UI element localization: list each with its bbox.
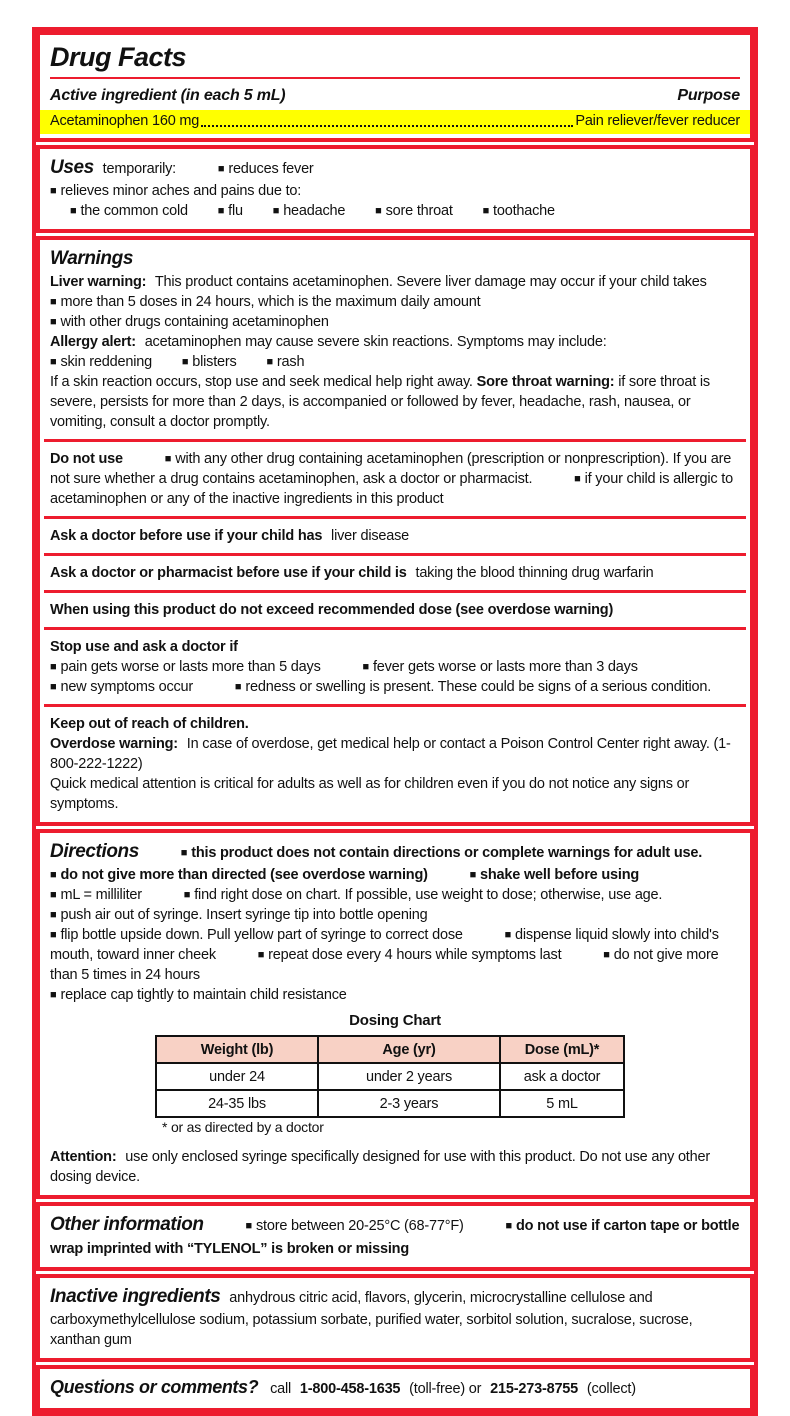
do-not-use-label: Do not use [50,451,123,468]
ask-pharmacist-label: Ask a doctor or pharmacist before use if your child is [50,565,407,582]
section-uses [36,145,754,233]
bullet-icon: ■ [70,204,77,217]
phone-toll-free: 1-800-458-1635 [299,1380,401,1397]
bullet-icon: ■ [181,356,189,369]
allergy-bullet-redness: skin reddening [60,354,152,371]
inactive-ingredients-heading: Inactive ingredients [50,1285,221,1307]
bullet-icon: ■ [180,847,188,860]
bullet-icon: ■ [257,949,265,962]
bullet-icon: ■ [50,989,57,1002]
questions-heading: Questions or comments? [50,1376,259,1397]
bullet-icon: ■ [50,296,57,309]
uses-bullet-aches: relieves minor aches and pains due to: [60,182,302,199]
warnings-heading: Warnings [50,247,134,269]
bullet-icon: ■ [504,929,512,942]
drug-facts-label [32,27,758,1416]
stop-use-bullet-redness: redness or swelling is present. These could be signs of a serious condition. [245,679,712,696]
directions-bullet-not-more: do not give more than directed (see overdose warning) [60,867,428,884]
overdose-warning-text: In case of overdose, get medical help or contact a Poison Control Center right away. (1-800-222-1222) [50,736,731,773]
section-separator [44,590,746,593]
bullet-icon: ■ [50,661,57,674]
directions-bullet-5-times: do not give more than 5 times in 24 hours [50,947,719,984]
directions-bullet-push-air: push air out of syringe. Insert syringe tip into bottle opening [60,907,428,924]
phone-collect: 215-273-8755 [490,1380,579,1397]
section-inactive-ingredients [36,1274,754,1362]
when-using-text: When using this product do not exceed recommended dose (see overdose warning) [50,602,614,619]
inactive-ingredients-list: anhydrous citric acid, flavors, glycerin, microcrystalline cellulose and carboxymethylcellulose sodium, potassium sorbate, purified water, sorbitol solution, sucralose, sucrose, xanthan gum [50,1289,693,1348]
bullet-icon: ■ [183,889,191,902]
bullet-icon: ■ [50,909,57,922]
section-questions [36,1365,754,1412]
bullet-icon: ■ [50,356,57,369]
section-separator [44,627,746,630]
sore-throat-warning-text: if sore throat is severe, persists for more than 2 days, is accompanied or followed by fever, headache, rash, nausea, or vomiting, consult a doctor promptly. [50,374,710,431]
bullet-icon: ■ [234,681,242,694]
dosing-chart-footnote: * or as directed by a doctor [162,1119,324,1136]
active-ingredient-highlight [40,110,750,134]
phone-collect-suffix: (collect) [586,1380,636,1397]
allergy-bullet-blisters: blisters [192,354,237,371]
purpose-value: Pain reliever/fever reducer [575,112,740,129]
keep-out-of-reach-text: Keep out of reach of children. [50,716,249,733]
ask-doctor-text: liver disease [331,528,410,545]
bullet-icon: ■ [164,453,172,466]
bullet-icon: ■ [50,681,57,694]
overdose-warning-text-2: Quick medical attention is critical for adults as well as for children even if you do not notice any signs or symptoms. [50,776,690,813]
section-warnings [36,236,754,826]
section-separator [44,516,746,519]
cell-weight-1: under 24 [156,1063,318,1090]
bullet-icon: ■ [50,316,57,329]
bullet-icon: ■ [50,184,57,197]
column-header-dose: Dose (mL)* [500,1036,624,1063]
directions-bullet-flip: flip bottle upside down. Pull yellow part of syringe to correct dose [60,927,463,944]
directions-bullet-ml: mL = milliliter [60,887,142,904]
section-directions [36,829,754,1199]
dosing-chart-table [155,1035,625,1118]
sore-throat-warning-label: Sore throat warning: [476,374,615,391]
do-not-use-block [50,449,740,509]
other-info-tamper: do not use if carton tape or bottle wrap imprinted with “TYLENOL” is broken or missing [50,1218,740,1257]
allergy-alert-text: acetaminophen may cause severe skin reactions. Symptoms may include: [144,334,607,351]
directions-bullet-find-dose: find right dose on chart. If possible, use weight to dose; otherwise, use age. [194,887,663,904]
bullet-icon: ■ [469,869,477,882]
directions-bullet-replace-cap: replace cap tightly to maintain child resistance [60,987,347,1004]
cell-age-1: under 2 years [318,1063,500,1090]
overdose-warning-label: Overdose warning: [50,736,178,753]
uses-sub-cold: the common cold [80,202,188,219]
title-divider [50,77,740,79]
directions-heading: Directions [50,841,139,863]
directions-bullet-dispense: dispense liquid slowly into child's mouth, toward inner cheek [50,927,719,964]
bullet-icon: ■ [603,949,610,962]
questions-call-text: call [270,1380,292,1397]
section-separator [44,704,746,707]
column-header-weight: Weight (lb) [156,1036,318,1063]
bullet-icon: ■ [245,1220,252,1233]
other-information-heading: Other information [50,1214,204,1236]
ask-doctor-label: Ask a doctor before use if your child has [50,528,323,545]
uses-sub-toothache: toothache [493,202,555,219]
liver-bullet-2: with other drugs containing acetaminophen [60,314,329,331]
liver-warning-text: This product contains acetaminophen. Severe liver damage may occur if your child takes [154,274,707,291]
uses-sub-flu: flu [228,202,243,219]
skin-reaction-text: If a skin reaction occurs, stop use and seek medical help right away. [50,374,473,391]
section-other-information [36,1202,754,1270]
liver-bullet-1: more than 5 doses in 24 hours, which is the maximum daily amount [60,294,481,311]
bullet-icon: ■ [482,204,490,217]
do-not-use-bullet-1: with any other drug containing acetaminophen (prescription or nonprescription). If you are not sure whether a drug contains acetaminophen, ask a doctor or pharmacist. [50,451,732,488]
ask-pharmacist-text: taking the blood thinning drug warfarin [415,565,654,582]
directions-flow-block [50,925,740,985]
bullet-icon: ■ [266,356,273,369]
stop-use-bullet-fever: fever gets worse or lasts more than 3 days [372,659,638,676]
section-separator [44,553,746,556]
uses-sub-headache: headache [283,202,346,219]
section-active-ingredient [36,31,754,142]
column-header-age: Age (yr) [318,1036,500,1063]
stop-use-bullet-pain: pain gets worse or lasts more than 5 days [60,659,321,676]
do-not-use-bullet-2: if your child is allergic to acetaminophen or any of the inactive ingredients in this product [50,471,733,508]
directions-bullet-shake: shake well before using [480,867,640,884]
cell-age-2: 2-3 years [318,1090,500,1117]
uses-heading: Uses [50,156,94,178]
directions-bullet-adult-use: this product does not contain directions or complete warnings for adult use. [191,845,703,862]
bullet-icon: ■ [217,162,225,175]
cell-weight-2: 24-35 lbs [156,1090,318,1117]
bullet-icon: ■ [574,473,581,486]
bullet-icon: ■ [50,869,57,882]
bullet-icon: ■ [217,204,225,217]
allergy-bullet-rash: rash [276,354,305,371]
stop-use-label: Stop use and ask a doctor if [50,639,238,656]
bullet-icon: ■ [272,204,280,217]
bullet-icon: ■ [375,204,382,217]
other-info-storage: store between 20-25°C (68-77°F) [255,1218,464,1235]
table-header-row [156,1036,624,1063]
cell-dose-1: ask a doctor [500,1063,624,1090]
liver-warning-label: Liver warning: [50,274,147,291]
bullet-icon: ■ [362,661,369,674]
uses-sub-sore-throat: sore throat [385,202,453,219]
uses-intro: temporarily: [102,160,177,177]
attention-label: Attention: [50,1149,117,1166]
bullet-icon: ■ [505,1220,512,1233]
active-ingredient-header: Active ingredient (in each 5 mL) [50,86,286,104]
dosing-chart-title: Dosing Chart [349,1012,441,1030]
stop-use-bullet-symptoms: new symptoms occur [60,679,194,696]
bullet-icon: ■ [50,929,57,942]
uses-bullet-fever: reduces fever [228,160,314,177]
dotted-leader [201,111,573,127]
directions-bullet-repeat: repeat dose every 4 hours while symptoms last [268,947,562,964]
table-row [156,1090,624,1117]
attention-text: use only enclosed syringe specifically designed for use with this product. Do not use any other dosing device. [50,1149,710,1186]
section-separator [44,439,746,442]
phone-toll-free-suffix: (toll-free) or [409,1380,482,1397]
cell-dose-2: 5 mL [500,1090,624,1117]
purpose-header: Purpose [677,86,740,104]
allergy-alert-label: Allergy alert: [50,334,136,351]
bullet-icon: ■ [50,889,57,902]
ingredient-name: Acetaminophen 160 mg [50,112,200,129]
table-row [156,1063,624,1090]
page-title: Drug Facts [50,42,187,72]
